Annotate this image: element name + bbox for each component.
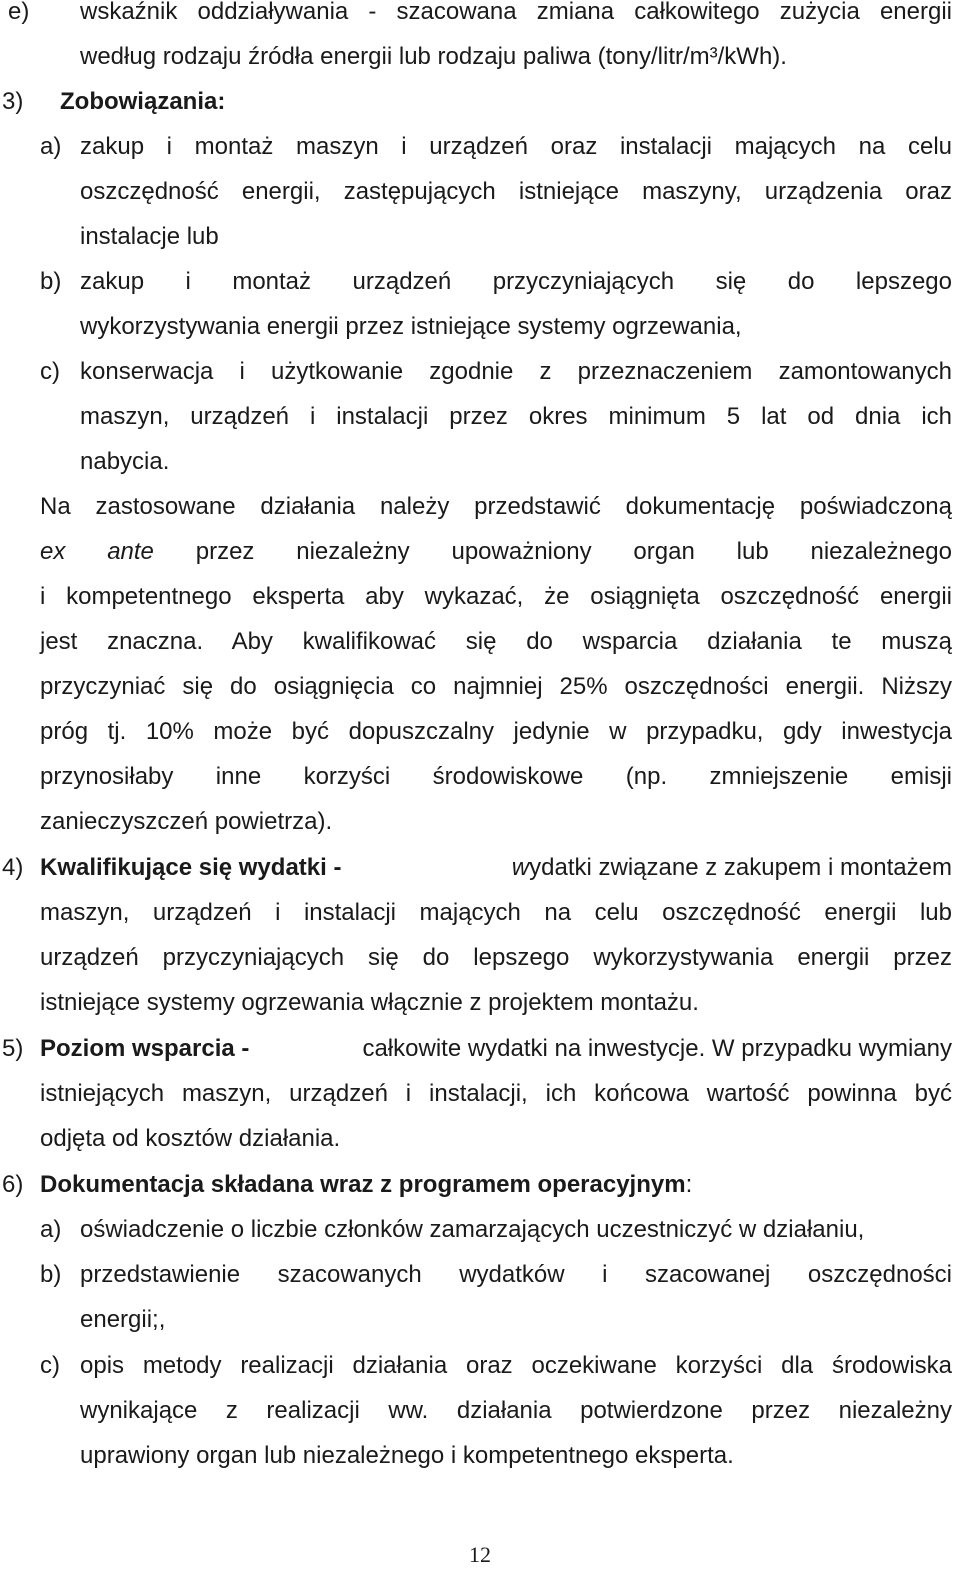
para-line-8: zanieczyszczeń powietrza).: [40, 808, 333, 835]
para-w2: niezależny: [296, 538, 410, 565]
para-line-4: jest znaczna. Aby kwalifikować się do wsparcia działania te muszą: [40, 628, 952, 655]
para-line-1: Na zastosowane działania należy przedstawić dokumentację poświadczoną: [40, 493, 952, 520]
para-ex: ex: [40, 538, 66, 565]
item-3a-label: a): [40, 133, 62, 160]
section-5-line-3: odjęta od kosztów działania.: [40, 1125, 341, 1152]
section-4-line-3: urządzeń przyczyniających się do lepszego wykorzystywania energii przez: [40, 944, 952, 971]
section-4-line-2: maszyn, urządzeń i instalacji mających na celu oszczędność energii lub: [40, 899, 952, 926]
para-w5: lub: [736, 538, 769, 565]
item-e-line-2: według rodzaju źródła energii lub rodzaju paliwa (tony/litr/m³/kWh).: [80, 43, 787, 70]
item-e-line-1: wskaźnik oddziaływania - szacowana zmiana całkowitego zużycia energii: [80, 0, 952, 25]
section-6-heading-line: [40, 1162, 692, 1207]
para-line-2: [40, 529, 952, 574]
para-w4: organ: [633, 538, 695, 565]
item-6b-line-2: energii;,: [80, 1306, 166, 1333]
section-4-first-rest: ydatki związane z zakupem i montażem: [529, 854, 952, 881]
para-w6: niezależnego: [810, 538, 952, 565]
section-6-colon: :: [685, 1171, 693, 1198]
section-3-heading: Zobowiązania:: [60, 88, 226, 115]
section-5-number: 5): [2, 1035, 24, 1062]
item-3a-line-1: zakup i montaż maszyn i urządzeń oraz instalacji mających na celu: [80, 133, 952, 160]
para-line-6: próg tj. 10% może być dopuszczalny jedynie w przypadku, gdy inwestycja: [40, 718, 952, 745]
section-4-line-1: [40, 845, 952, 890]
section-6-number: 6): [2, 1171, 24, 1198]
item-3a-line-2: oszczędność energii, zastępujących istniejące maszyny, urządzenia oraz: [80, 178, 952, 205]
para-line-3: i kompetentnego eksperta aby wykazać, że osiągnięta oszczędność energii: [40, 583, 952, 610]
item-6a-label: a): [40, 1216, 62, 1243]
section-4-line-4: istniejące systemy ogrzewania włącznie z projektem montażu.: [40, 989, 699, 1016]
page-number: 12: [469, 1542, 491, 1567]
section-5-line-2: istniejących maszyn, urządzeń i instalacji, ich końcowa wartość powinna być: [40, 1080, 952, 1107]
para-ante: ante: [107, 538, 154, 565]
item-3b-line-1: zakup i montaż urządzeń przyczyniających się do lepszego: [80, 268, 952, 295]
item-3b-line-2: wykorzystywania energii przez istniejące systemy ogrzewania,: [80, 313, 742, 340]
para-line-7: przynosiłaby inne korzyści środowiskowe (np. zmniejszenie emisji: [40, 763, 952, 790]
section-4-number: 4): [2, 854, 24, 881]
item-6c-label: c): [40, 1352, 60, 1379]
section-5-heading: Poziom wsparcia -: [40, 1035, 250, 1062]
item-3c-line-3: nabycia.: [80, 448, 170, 475]
item-6c-line-1: opis metody realizacji działania oraz oczekiwane korzyści dla środowiska: [80, 1352, 952, 1379]
section-4-heading: Kwalifikujące się wydatki -: [40, 854, 342, 881]
item-6c-line-3: uprawiony organ lub niezależnego i kompetentnego eksperta.: [80, 1442, 734, 1469]
item-6c-line-2: wynikające z realizacji ww. działania potwierdzone przez niezależny: [80, 1397, 952, 1424]
item-3c-label: c): [40, 358, 60, 385]
item-3a-line-3: instalacje lub: [80, 223, 219, 250]
item-6b-line-1: przedstawienie szacowanych wydatków i szacowanej oszczędności: [80, 1261, 952, 1288]
item-6a-line-1: oświadczenie o liczbie członków zamarzających uczestniczyć w działaniu,: [80, 1216, 865, 1243]
item-3c-line-2: maszyn, urządzeń i instalacji przez okres minimum 5 lat od dnia ich: [80, 403, 952, 430]
section-4-first-text: [512, 845, 952, 890]
item-3c-line-1: konserwacja i użytkowanie zgodnie z przeznaczeniem zamontowanych: [80, 358, 952, 385]
para-line-5: przyczyniać się do osiągnięcia co najmniej 25% oszczędności energii. Niższy: [40, 673, 952, 700]
item-6b-label: b): [40, 1261, 62, 1288]
para-w3: upoważniony: [451, 538, 592, 565]
item-e-label: e): [8, 0, 30, 25]
section-5-line-1: [40, 1026, 952, 1071]
item-3b-label: b): [40, 268, 62, 295]
section-6-heading: Dokumentacja składana wraz z programem operacyjnym: [40, 1171, 686, 1198]
section-5-first-rest: całkowite wydatki na inwestycje. W przypadku wymiany: [362, 1035, 952, 1062]
para-w1: przez: [195, 538, 255, 565]
section-3-number: 3): [2, 88, 24, 115]
section-4-italic-w: w: [511, 854, 530, 881]
